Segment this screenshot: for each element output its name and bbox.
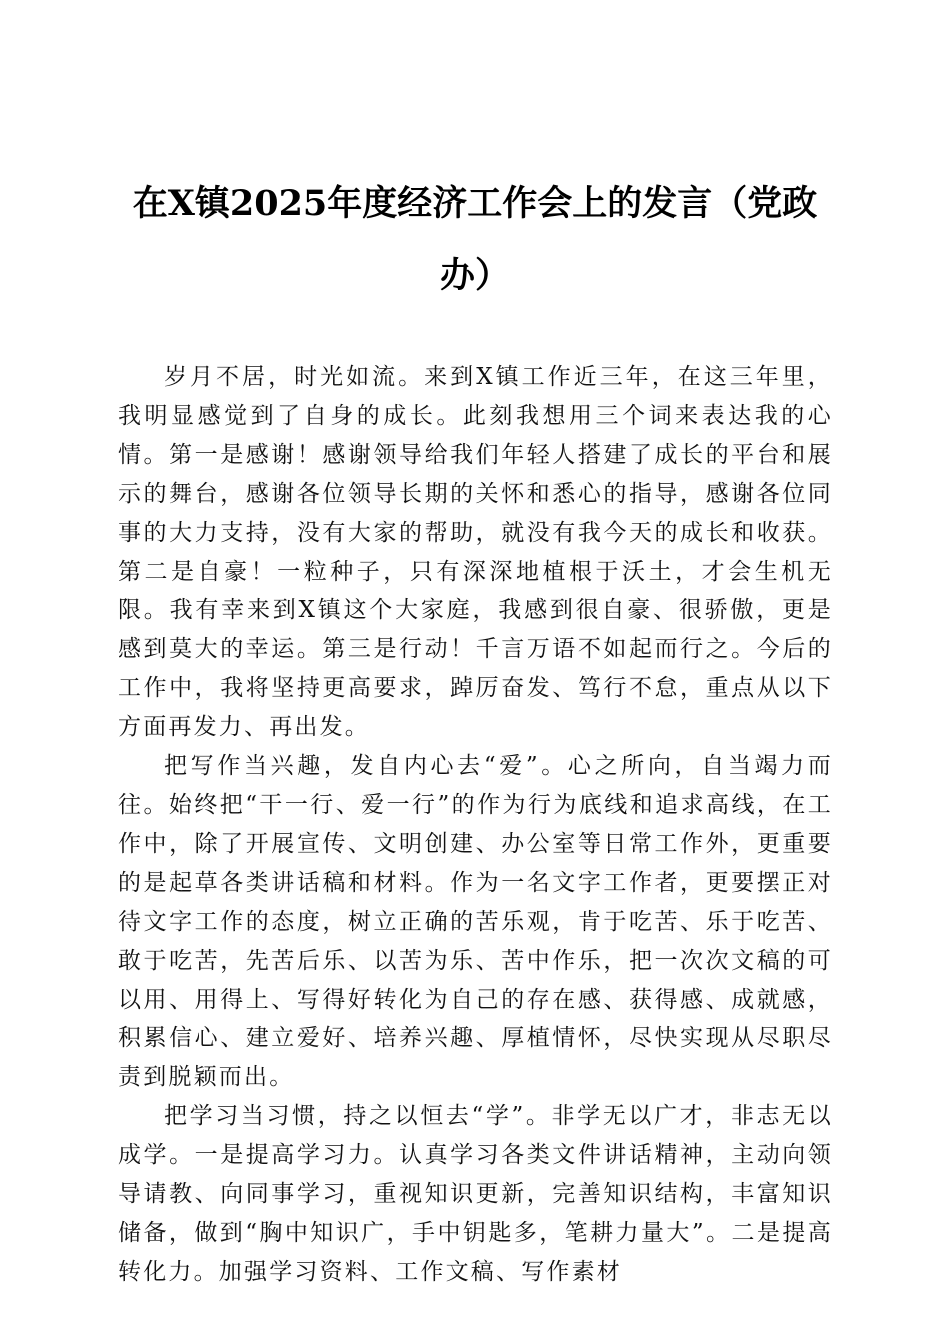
paragraph-2: 把写作当兴趣，发自内心去“爱”。心之所向，自当竭力而往。始终把“干一行、爱一行”的作为行为底线和追求高线，在工作中，除了开展宣传、文明创建、办公室等日常工作外，更重要的是起草各类讲话稿和材料。作为一名文字工作者，更要摆正对待文字工作的态度，树立正确的苦乐观，肯于吃苦、乐于吃苦、敢于吃苦，先苦后乐、以苦为乐、苦中作乐，把一次次文稿的可以用、用得上、写得好转化为自己的存在感、获得感、成就感，积累信心、建立爱好、培养兴趣、厚植情怀，尽快实现从尽职尽责到脱颖而出。	[118, 753, 833, 1091]
paragraph-1: 岁月不居，时光如流。来到X镇工作近三年，在这三年里，我明显感觉到了自身的成长。此刻我想用三个词来表达我的心情。第一是感谢！感谢领导给我们年轻人搭建了成长的平台和展示的舞台，感谢各位领导长期的关怀和悉心的指导，感谢各位同事的大力支持，没有大家的帮助，就没有我今天的成长和收获。第二是自豪！一粒种子，只有深深地植根于沃土，才会生机无限。我有幸来到X镇这个大家庭，我感到很自豪、很骄傲，更是感到莫大的幸运。第三是行动！千言万语不如起而行之。今后的工作中，我将坚持更高要求，踔厉奋发、笃行不怠，重点从以下方面再发力、再出发。	[118, 364, 833, 741]
document-title: 在X镇2025年度经济工作会上的发言（党政办）	[132, 183, 818, 296]
document-body	[118, 358, 833, 1292]
paragraph-3: 把学习当习惯，持之以恒去“学”。非学无以广才，非志无以成学。一是提高学习力。认真学习各类文件讲话精神，主动向领导请教、向同事学习，重视知识更新，完善知识结构，丰富知识储备，做到“胸中知识广，手中钥匙多，笔耕力量大”。二是提高转化力。加强学习资料、工作文稿、写作素材	[118, 1103, 833, 1285]
